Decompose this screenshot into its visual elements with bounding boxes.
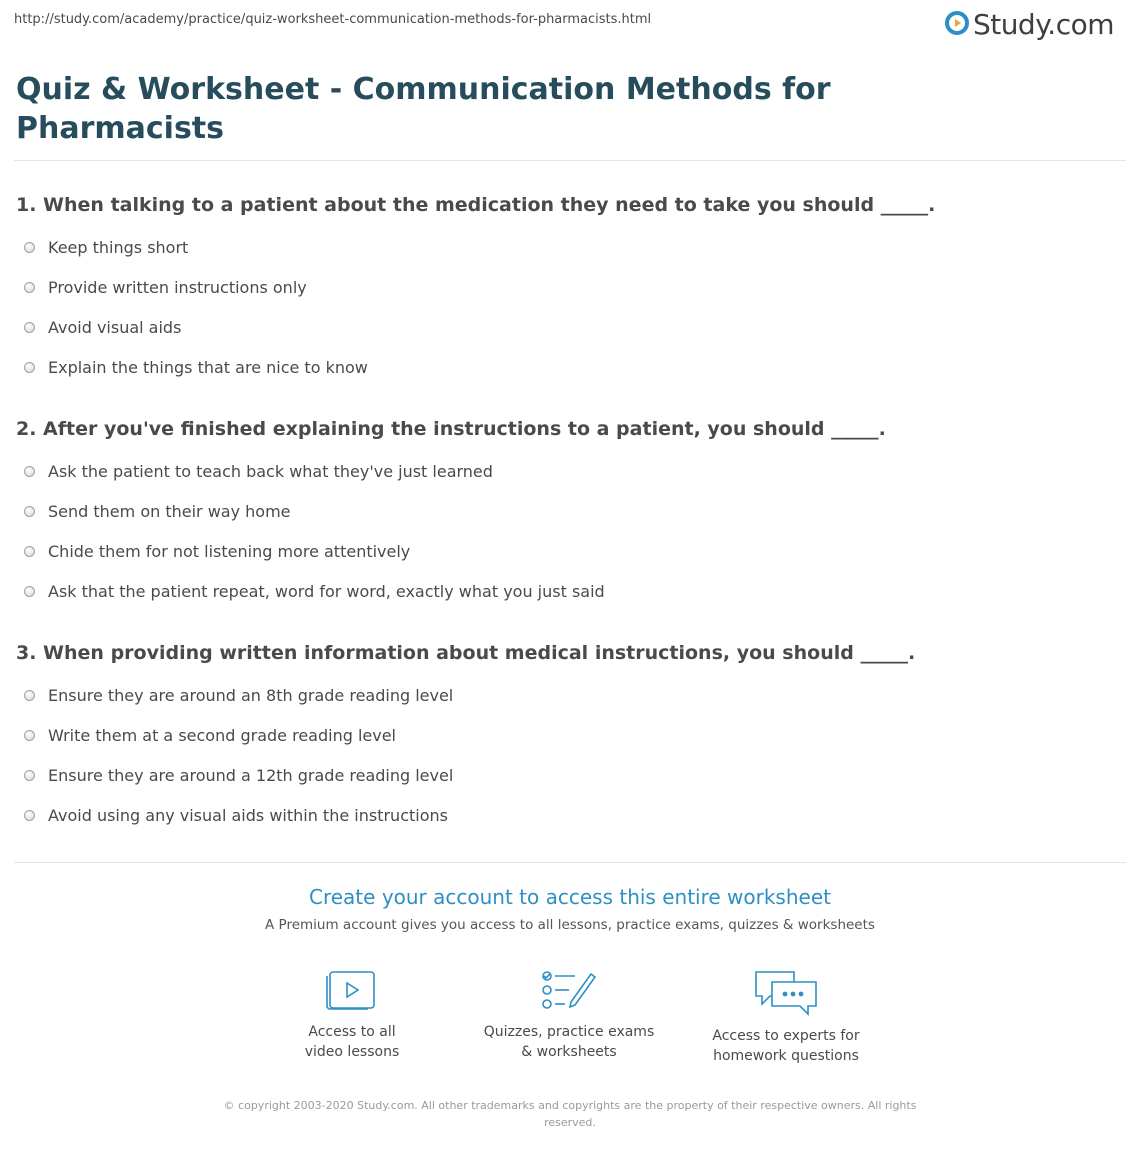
answer-option[interactable]: [24, 502, 605, 542]
radio-button[interactable]: [24, 730, 35, 741]
answer-label: Send them on their way home: [48, 502, 291, 521]
study-logo[interactable]: [945, 8, 1114, 41]
feature-text: Access to experts for homework questions: [712, 1028, 860, 1064]
answer-option[interactable]: [24, 806, 453, 846]
radio-button[interactable]: [24, 690, 35, 701]
feature-experts: [686, 968, 886, 1066]
radio-button[interactable]: [24, 242, 35, 253]
page-url: http://study.com/academy/practice/quiz-worksheet-communication-methods-for-pharmacists.html: [14, 12, 652, 27]
page-title: Quiz & Worksheet - Communication Methods for Pharmacists: [16, 72, 831, 146]
chat-bubbles-icon: [686, 968, 886, 1016]
answer-option[interactable]: [24, 462, 605, 502]
answer-list-3: [24, 686, 453, 846]
answer-label: Ask that the patient repeat, word for word, exactly what you just said: [48, 582, 605, 601]
answer-list-1: [24, 238, 368, 398]
radio-button[interactable]: [24, 770, 35, 781]
radio-button[interactable]: [24, 282, 35, 293]
answer-label: Chide them for not listening more attentively: [48, 542, 411, 561]
logo-text: Study.com: [972, 8, 1114, 41]
feature-quizzes: [469, 968, 669, 1062]
cta-subtitle: A Premium account gives you access to all lessons, practice exams, quizzes & worksheets: [265, 917, 875, 933]
radio-button[interactable]: [24, 322, 35, 333]
question-1: 1. When talking to a patient about the medication they need to take you should _____.: [16, 194, 936, 216]
answer-option[interactable]: [24, 542, 605, 582]
answer-label: Avoid using any visual aids within the instructions: [48, 806, 448, 825]
answer-label: Ensure they are around a 12th grade reading level: [48, 766, 454, 785]
question-3: 3. When providing written information about medical instructions, you should _____.: [16, 642, 916, 664]
feature-text: Access to all video lessons: [304, 1024, 400, 1060]
section-divider: [14, 862, 1126, 863]
feature-video-lessons: [252, 968, 452, 1062]
radio-button[interactable]: [24, 586, 35, 597]
answer-label: Avoid visual aids: [48, 318, 182, 337]
cta-title[interactable]: Create your account to access this entire worksheet: [309, 885, 831, 909]
answer-option[interactable]: [24, 766, 453, 806]
answer-label: Write them at a second grade reading level: [48, 726, 396, 745]
answer-option[interactable]: [24, 318, 368, 358]
answer-option[interactable]: [24, 358, 368, 398]
question-2: 2. After you've finished explaining the instructions to a patient, you should _____.: [16, 418, 886, 440]
answer-option[interactable]: [24, 278, 368, 318]
radio-button[interactable]: [24, 466, 35, 477]
answer-option[interactable]: [24, 238, 368, 278]
title-divider: [14, 160, 1126, 161]
radio-button[interactable]: [24, 506, 35, 517]
answer-label: Ask the patient to teach back what they've just learned: [48, 462, 493, 481]
answer-option[interactable]: [24, 582, 605, 622]
answer-option[interactable]: [24, 686, 453, 726]
play-circle-icon: [945, 11, 969, 39]
copyright-notice: © copyright 2003-2020 Study.com. All other trademarks and copyrights are the property of their respective owners. All rights reserved.: [223, 1099, 917, 1129]
answer-label: Keep things short: [48, 238, 189, 257]
answer-label: Provide written instructions only: [48, 278, 307, 297]
quiz-checklist-icon: [469, 968, 669, 1012]
answer-list-2: [24, 462, 605, 622]
radio-button[interactable]: [24, 546, 35, 557]
answer-label: Ensure they are around an 8th grade reading level: [48, 686, 454, 705]
video-lessons-icon: [252, 968, 452, 1012]
feature-text: Quizzes, practice exams & worksheets: [483, 1024, 655, 1060]
answer-label: Explain the things that are nice to know: [48, 358, 368, 377]
radio-button[interactable]: [24, 362, 35, 373]
radio-button[interactable]: [24, 810, 35, 821]
answer-option[interactable]: [24, 726, 453, 766]
